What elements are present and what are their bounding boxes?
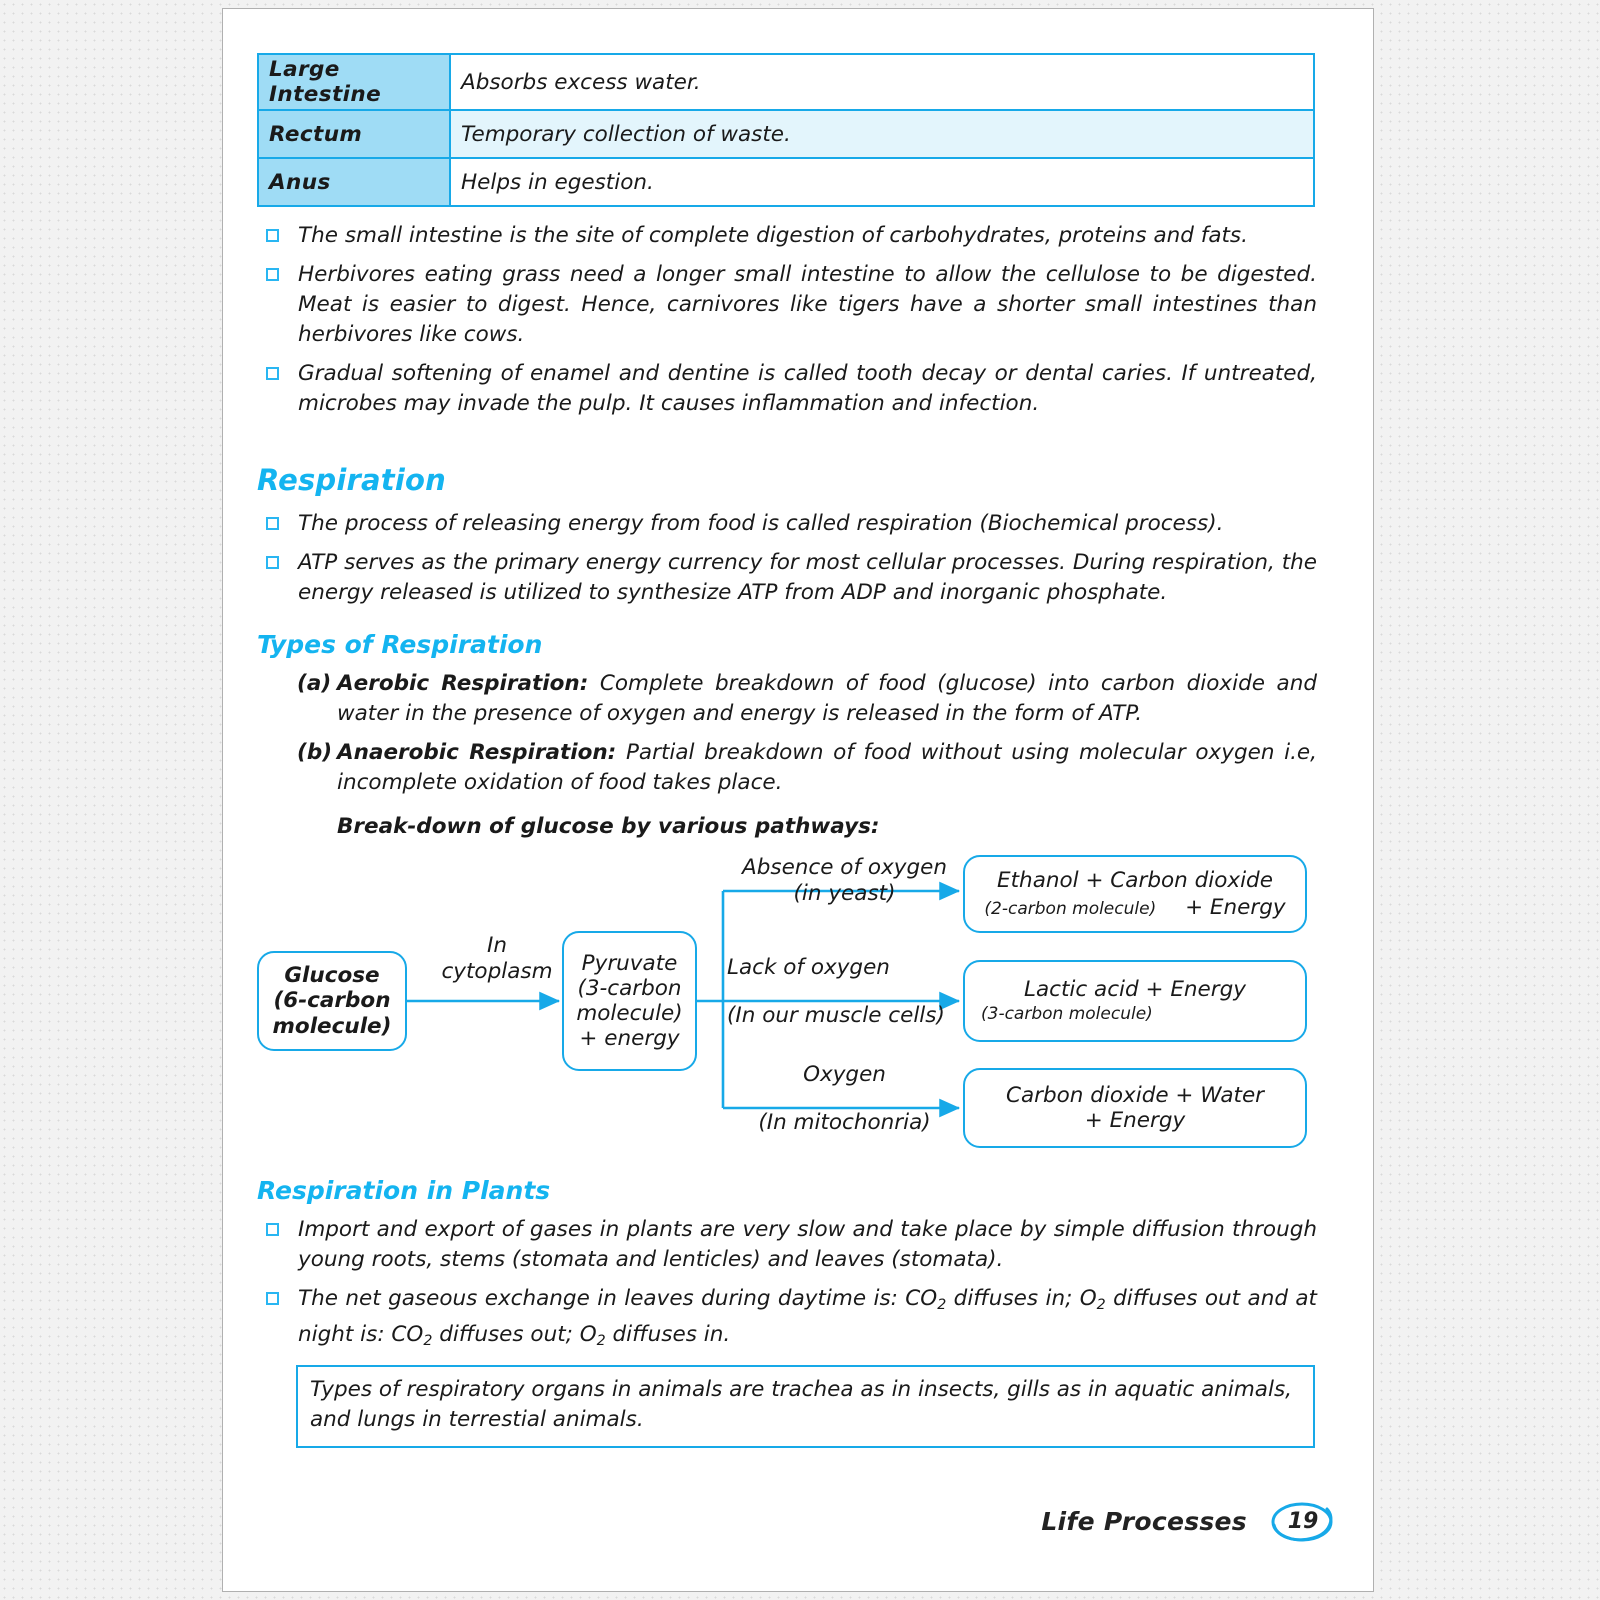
page-number-badge (1269, 1497, 1337, 1545)
flowchart-box-glucose (257, 951, 407, 1051)
bullet-square-icon (266, 229, 279, 242)
subscript-2: 2 (596, 1332, 606, 1349)
list-item (297, 669, 1317, 729)
list-item (257, 1284, 1317, 1356)
list-item-label: (a) (297, 671, 332, 696)
subscript-2: 2 (423, 1332, 433, 1349)
table-cell-organ: Large Intestine (258, 54, 450, 110)
list-item (257, 509, 1317, 539)
digestive-organ-table (257, 53, 1315, 207)
subscript-2: 2 (1096, 1296, 1106, 1313)
page-number-text: 19 (1287, 1508, 1319, 1534)
gas-note-part-1: The net gaseous exchange in leaves during daytime is: CO (298, 1286, 938, 1311)
flowchart-box-lactic-acid (963, 960, 1307, 1042)
list-item (257, 359, 1317, 419)
pyruvate-line-4: + energy (579, 1026, 680, 1052)
list-item-text: The small intestine is the site of complete digestion of carbohydrates, proteins and fats. (298, 223, 1248, 248)
table-row (258, 158, 1314, 206)
list-item-text: Gradual softening of enamel and dentine is called tooth decay or dental caries. If untreated, microbes may invade the pulp. It causes inflammation and infection. (298, 361, 1317, 416)
table-cell-function: Helps in egestion. (450, 158, 1314, 206)
subsection-heading-respiration-in-plants: Respiration in Plants (257, 1176, 551, 1205)
list-item-text: Herbivores eating grass need a longer small intestine to allow the cellulose to be digested. Meat is easier to digest. Hence, carnivores like tigers have a shorter small intestines than herbivores like cows. (298, 262, 1317, 347)
product-1-detail-row (984, 895, 1285, 920)
product-1-main: Ethanol + Carbon dioxide (997, 867, 1273, 893)
in-cytoplasm-line-2: cytoplasm (441, 958, 553, 984)
pyruvate-line-1: Pyruvate (581, 950, 678, 976)
digestion-notes-list (257, 221, 1317, 419)
condition-1-line-1: Absence of oxygen (742, 855, 947, 880)
list-item-text: The process of releasing energy from food is called respiration (Biochemical process). (298, 511, 1224, 536)
bullet-square-icon (266, 1223, 279, 1236)
section-heading-respiration: Respiration (257, 463, 446, 497)
list-item-label: (b) (297, 740, 333, 765)
product-3-extra: + Energy (1084, 1108, 1186, 1133)
condition-1-line-2: (in yeast) (793, 880, 896, 906)
list-item (257, 221, 1317, 251)
page-footer (1041, 1497, 1337, 1545)
list-item (257, 260, 1317, 350)
glucose-line-1: Glucose (284, 963, 380, 989)
list-item-text: Complete breakdown of food (glucose) into carbon dioxide and water in the presence of oxygen and energy is released in the form of ATP. (337, 671, 1317, 726)
bullet-square-icon (266, 367, 279, 380)
table-cell-organ: Anus (258, 158, 450, 206)
flowchart-box-co2-water (963, 1068, 1307, 1148)
condition-2-line-1: Lack of oxygen (727, 955, 890, 980)
list-item-term: Aerobic Respiration: (337, 671, 589, 696)
subsection-heading-types-of-respiration: Types of Respiration (257, 630, 543, 659)
gas-note-part-3: diffuses out and at night is: CO (298, 1286, 1317, 1347)
bullet-square-icon (266, 556, 279, 569)
table-row (258, 54, 1314, 110)
flowchart-label-in-cytoplasm (432, 933, 562, 985)
product-1-extra: + Energy (1185, 895, 1286, 920)
flowchart-condition-oxygen (727, 1062, 962, 1136)
list-item-text: Import and export of gases in plants are very slow and take place by simple diffusion through young roots, stems (stomata and lenticles) and leaves (stomata). (298, 1217, 1317, 1272)
page-sheet (222, 8, 1374, 1592)
table-row (258, 110, 1314, 158)
flowchart-condition-lack-of-oxygen (727, 955, 962, 1029)
pyruvate-line-3: molecule) (576, 1001, 683, 1026)
respiration-types-list (297, 669, 1317, 842)
pyruvate-line-2: (3-carbon (577, 975, 682, 1001)
product-1-sub: (2-carbon molecule) (984, 899, 1157, 919)
gas-note-part-4: diffuses out; O (432, 1321, 597, 1347)
list-item (297, 738, 1317, 798)
flowchart-box-pyruvate (562, 931, 697, 1071)
bullet-square-icon (266, 1292, 279, 1305)
in-cytoplasm-line-1: In (487, 933, 507, 958)
product-2-main: Lactic acid + Energy (1024, 977, 1246, 1003)
condition-2-line-2: (In our muscle cells) (727, 1002, 945, 1028)
page-content (257, 53, 1317, 1448)
subscript-2: 2 (937, 1296, 947, 1313)
glucose-line-2: (6-carbon (273, 988, 391, 1014)
gas-note-part-2: diffuses in; O (946, 1286, 1097, 1311)
bullet-square-icon (266, 268, 279, 281)
flowchart-condition-absence-of-oxygen (727, 855, 962, 907)
respiration-notes-list (257, 509, 1317, 608)
list-item-text (298, 1286, 1317, 1347)
list-item-text: Partial breakdown of food without using molecular oxygen i.e, incomplete oxidation of food takes place. (337, 740, 1317, 795)
table-cell-function: Absorbs excess water. (450, 54, 1314, 110)
respiratory-organs-note-box (296, 1365, 1315, 1448)
list-item (257, 548, 1317, 608)
product-2-sub: (3-carbon molecule) (981, 1003, 1153, 1024)
glucose-breakdown-flowchart (257, 850, 1317, 1152)
product-3-main: Carbon dioxide + Water (1005, 1082, 1265, 1108)
condition-3-line-1: Oxygen (803, 1062, 886, 1087)
list-item-term: Anaerobic Respiration: (337, 740, 617, 765)
flowchart-box-ethanol-co2 (963, 855, 1307, 933)
footer-chapter-title: Life Processes (1041, 1506, 1247, 1536)
condition-3-line-2: (In mitochonria) (758, 1109, 931, 1135)
table-cell-function: Temporary collection of waste. (450, 110, 1314, 158)
diagram-title: Break-down of glucose by various pathways: (337, 814, 880, 839)
table-cell-organ: Rectum (258, 110, 450, 158)
list-item (257, 1215, 1317, 1275)
plant-respiration-notes-list (257, 1215, 1317, 1356)
bullet-square-icon (266, 517, 279, 530)
gas-note-part-5: diffuses in. (605, 1321, 731, 1347)
glucose-line-3: molecule) (272, 1013, 392, 1039)
list-item-text: ATP serves as the primary energy currency for most cellular processes. During respiration, the energy released is utilized to synthesize ATP from ADP and inorganic phosphate. (298, 550, 1317, 605)
note-box-text: Types of respiratory organs in animals are trachea as in insects, gills as in aquatic animals, and lungs in terrestial animals. (310, 1376, 1292, 1432)
